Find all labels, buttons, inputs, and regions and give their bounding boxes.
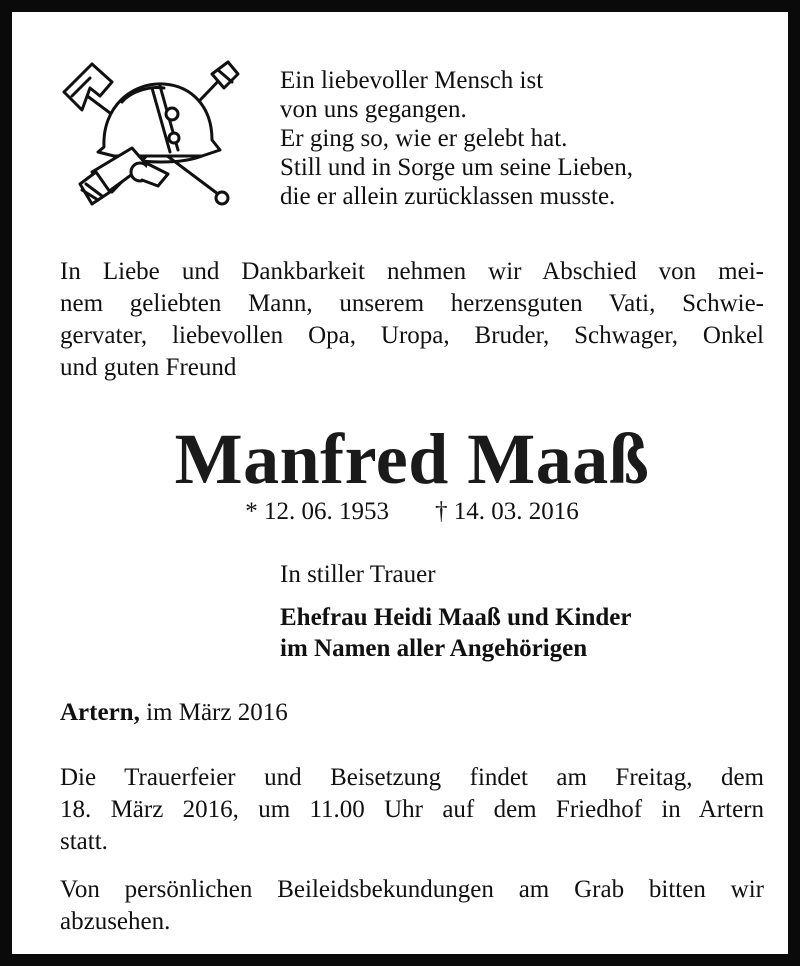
intro-line: gervater, liebevollen Opa, Uropa, Bruder, Schwager, Onkel: [60, 322, 764, 349]
service-paragraph: [60, 762, 764, 858]
birth-date: * 12. 06. 1953: [245, 498, 389, 525]
signers: [280, 602, 780, 664]
intro-line: nem geliebten Mann, unserem herzensguten Vati, Schwie-: [60, 290, 764, 317]
poem-line: Still und in Sorge um seine Lieben,: [280, 154, 633, 181]
condolence-line: abzusehen.: [60, 908, 171, 935]
signer-line: im Namen aller Angehörigen: [280, 635, 588, 662]
poem-line: Er ging so, wie er gelebt hat.: [280, 125, 568, 152]
service-line: Die Trauerfeier und Beisetzung findet am Freitag, dem: [60, 764, 764, 791]
death-date: † 14. 03. 2016: [435, 498, 579, 525]
poem-line: von uns gegangen.: [280, 96, 467, 123]
intro-line: In Liebe und Dankbarkeit nehmen wir Abschied von mei-: [60, 258, 764, 285]
poem-line: Ein liebevoller Mensch ist: [280, 67, 544, 94]
deceased-name: Manfred Maaß: [174, 419, 650, 499]
place-date: im März 2016: [146, 699, 288, 726]
service-line: statt.: [60, 828, 108, 855]
place-and-date: [60, 698, 288, 728]
place-town: Artern,: [60, 699, 140, 726]
intro-line: und guten Freund: [60, 354, 237, 381]
life-dates: [12, 496, 800, 528]
service-line: 18. März 2016, um 11.00 Uhr auf dem Friedhof in Artern: [60, 796, 764, 823]
signer-line: Ehefrau Heidi Maaß und Kinder: [280, 604, 632, 631]
poem: [280, 66, 780, 211]
firefighter-helmet-emblem-icon: [52, 52, 252, 212]
condolence-line: Von persönlichen Beileidsbekundungen am Grab bitten wir: [60, 876, 764, 903]
condolence-paragraph: [60, 874, 764, 938]
poem-line: die er allein zurücklassen musste.: [280, 183, 616, 210]
intro-paragraph: [60, 256, 764, 384]
mourning-heading: In stiller Trauer: [280, 561, 436, 588]
